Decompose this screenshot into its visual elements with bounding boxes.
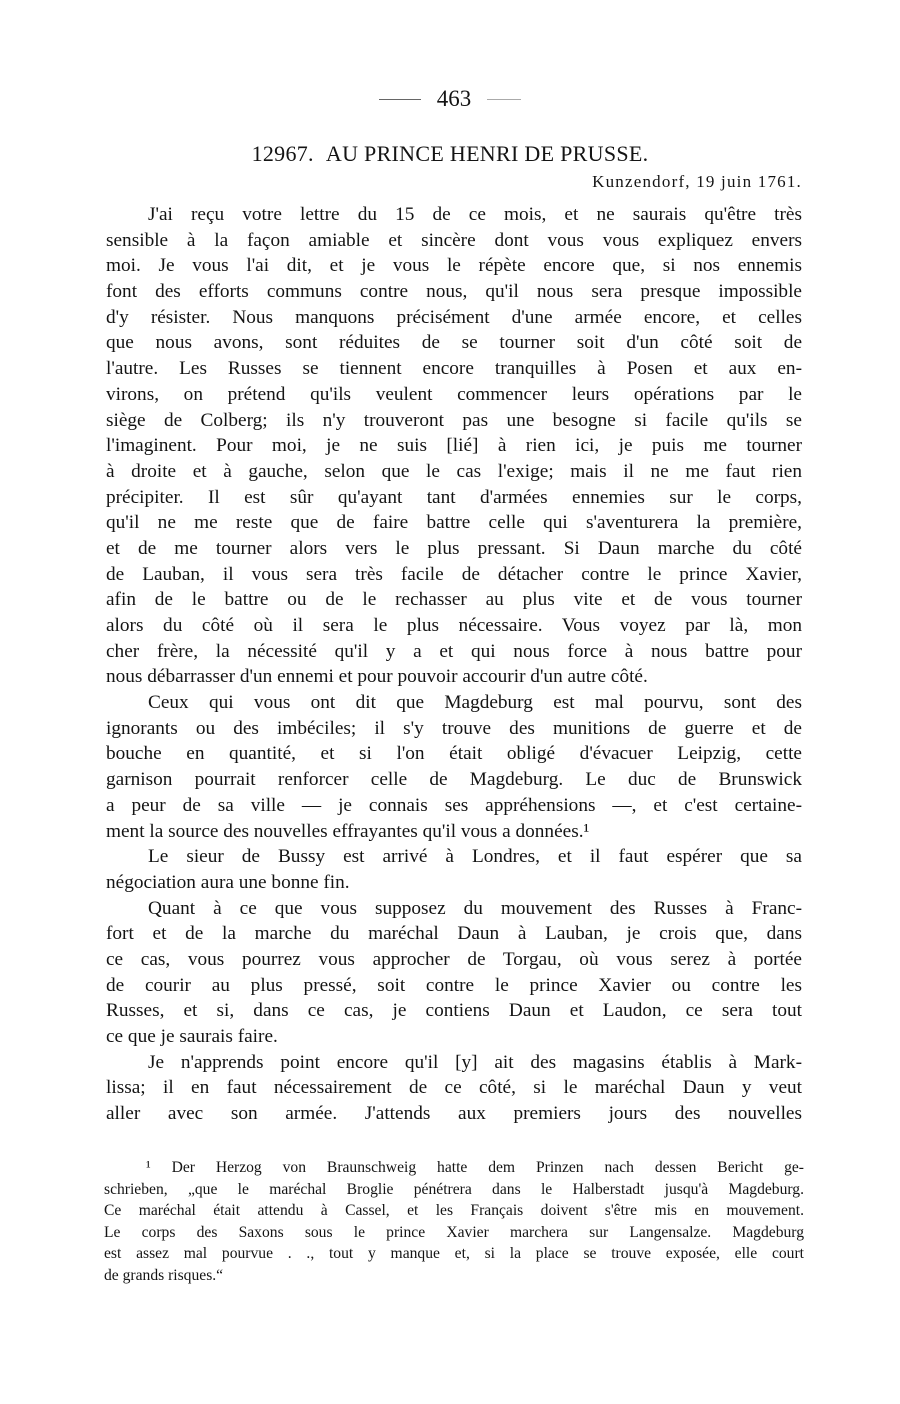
body-line: moi. Je vous l'ai dit, et je vous le répète encore que, si nos ennemis <box>106 255 802 277</box>
letter-dateline: Kunzendorf, 19 juin 1761. <box>592 172 802 191</box>
body-line: afin de le battre ou de le rechasser au plus vite et de vous tourner <box>106 589 802 611</box>
body-line: Ceux qui vous ont dit que Magdeburg est mal pourvu, sont des <box>148 692 802 714</box>
body-line: lissa; il en faut nécessairement de ce côté, si le maréchal Daun y veut <box>106 1077 802 1099</box>
footnote-line: ¹ Der Herzog von Braunschweig hatte dem Prinzen nach dessen Bericht ge- <box>146 1159 804 1176</box>
body-line: alors du côté où il sera le plus nécessaire. Vous voyez par là, mon <box>106 615 802 636</box>
body-line: qu'il ne me reste que de faire battre celle qui s'aventurera la première, <box>106 512 802 534</box>
header-rule-left <box>379 99 421 100</box>
footnote-line: Ce maréchal était attendu à Cassel, et les Français doivent s'être mis en mouvement. <box>104 1202 804 1219</box>
body-line: Le sieur de Bussy est arrivé à Londres, et il faut espérer que sa <box>148 846 802 868</box>
letter-heading <box>0 141 900 167</box>
body-line: virons, on prétend qu'ils veulent commencer leurs opérations par le <box>106 383 802 405</box>
body-line: aller avec son armée. J'attends aux premiers jours des nouvelles <box>106 1103 802 1125</box>
body-line: l'imaginent. Pour moi, je ne suis [lié] à rien ici, je puis me tourner <box>106 435 802 457</box>
body-line: ment la source des nouvelles effrayantes qu'il vous a données.¹ <box>106 820 590 842</box>
body-line: fort et de la marche du maréchal Daun à Lauban, je crois que, dans <box>106 923 802 945</box>
letter-recipient: AU PRINCE HENRI DE PRUSSE. <box>325 141 649 166</box>
footnote-line: Le corps des Saxons sous le prince Xavier marchera sur Langensalze. Magdeburg <box>104 1223 804 1241</box>
letter-body <box>106 202 802 1127</box>
body-line: l'autre. Les Russes se tiennent encore tranquilles à Posen et aux en- <box>106 358 802 380</box>
body-line: Quant à ce que vous supposez du mouvement des Russes à Franc- <box>148 897 802 919</box>
body-line: ce cas, vous pourrez vous approcher de Torgau, où vous serez à portée <box>106 948 802 970</box>
footnote <box>104 1157 804 1286</box>
body-line: ce que je saurais faire. <box>106 1026 278 1047</box>
page-header <box>0 86 900 112</box>
footnote-line: schrieben, „que le maréchal Broglie pénétrera dans le Halberstadt jusqu'à Magdeburg. <box>104 1180 804 1198</box>
body-line: sensible à la façon amiable et sincère dont vous vous expliquez envers <box>106 229 802 251</box>
body-line: cher frère, la nécessité qu'il y a et qui nous force à nous battre pour <box>106 640 802 662</box>
body-line: J'ai reçu votre lettre du 15 de ce mois, et ne saurais qu'être très <box>148 204 802 225</box>
header-rule-right <box>487 99 521 100</box>
body-line: de courir au plus pressé, soit contre le prince Xavier ou contre les <box>106 974 802 996</box>
body-line: précipiter. Il est sûr qu'ayant tant d'armées ennemies sur le corps, <box>106 486 802 508</box>
body-line: a peur de sa ville — je connais ses appréhensions —, et c'est certaine- <box>106 794 802 816</box>
letter-number: 12967. <box>251 141 314 166</box>
body-line: et de me tourner alors vers le plus pressant. Si Daun marche du côté <box>106 537 802 559</box>
body-line: à droite et à gauche, selon que le cas l'exige; mais il ne me faut rien <box>106 460 802 482</box>
body-line: siège de Colberg; ils n'y trouveront pas une besogne si facile qu'ils se <box>106 409 802 431</box>
body-line: que nous avons, sont réduites de se tourner soit d'un côté soit de <box>106 332 802 354</box>
footnote-line: de grands risques.“ <box>104 1266 224 1284</box>
body-line: ignorants ou des imbéciles; il s'y trouve des munitions de guerre et de <box>106 717 802 739</box>
body-line: Je n'apprends point encore qu'il [y] ait des magasins établis à Mark- <box>148 1051 802 1073</box>
body-line: d'y résister. Nous manquons précisément d'une armée encore, et celles <box>106 306 802 328</box>
footnote-line: est assez mal pourvue . ., tout y manque et, si la place se trouve exposée, elle court <box>104 1245 804 1262</box>
body-line: nous débarrasser d'un ennemi et pour pouvoir accourir d'un autre côté. <box>106 666 648 688</box>
body-line: Russes, et si, dans ce cas, je contiens Daun et Laudon, ce sera tout <box>106 1000 802 1022</box>
body-line: font des efforts communs contre nous, qu'il nous sera presque impossible <box>106 281 802 303</box>
body-line: négociation aura une bonne fin. <box>106 871 350 893</box>
body-line: bouche en quantité, et si l'on était obligé d'évacuer Leipzig, cette <box>106 743 802 765</box>
body-line: garnison pourrait renforcer celle de Magdeburg. Le duc de Brunswick <box>106 769 802 791</box>
page-number: 463 <box>436 86 472 111</box>
body-line: de Lauban, il vous sera très facile de détacher contre le prince Xavier, <box>106 563 802 585</box>
